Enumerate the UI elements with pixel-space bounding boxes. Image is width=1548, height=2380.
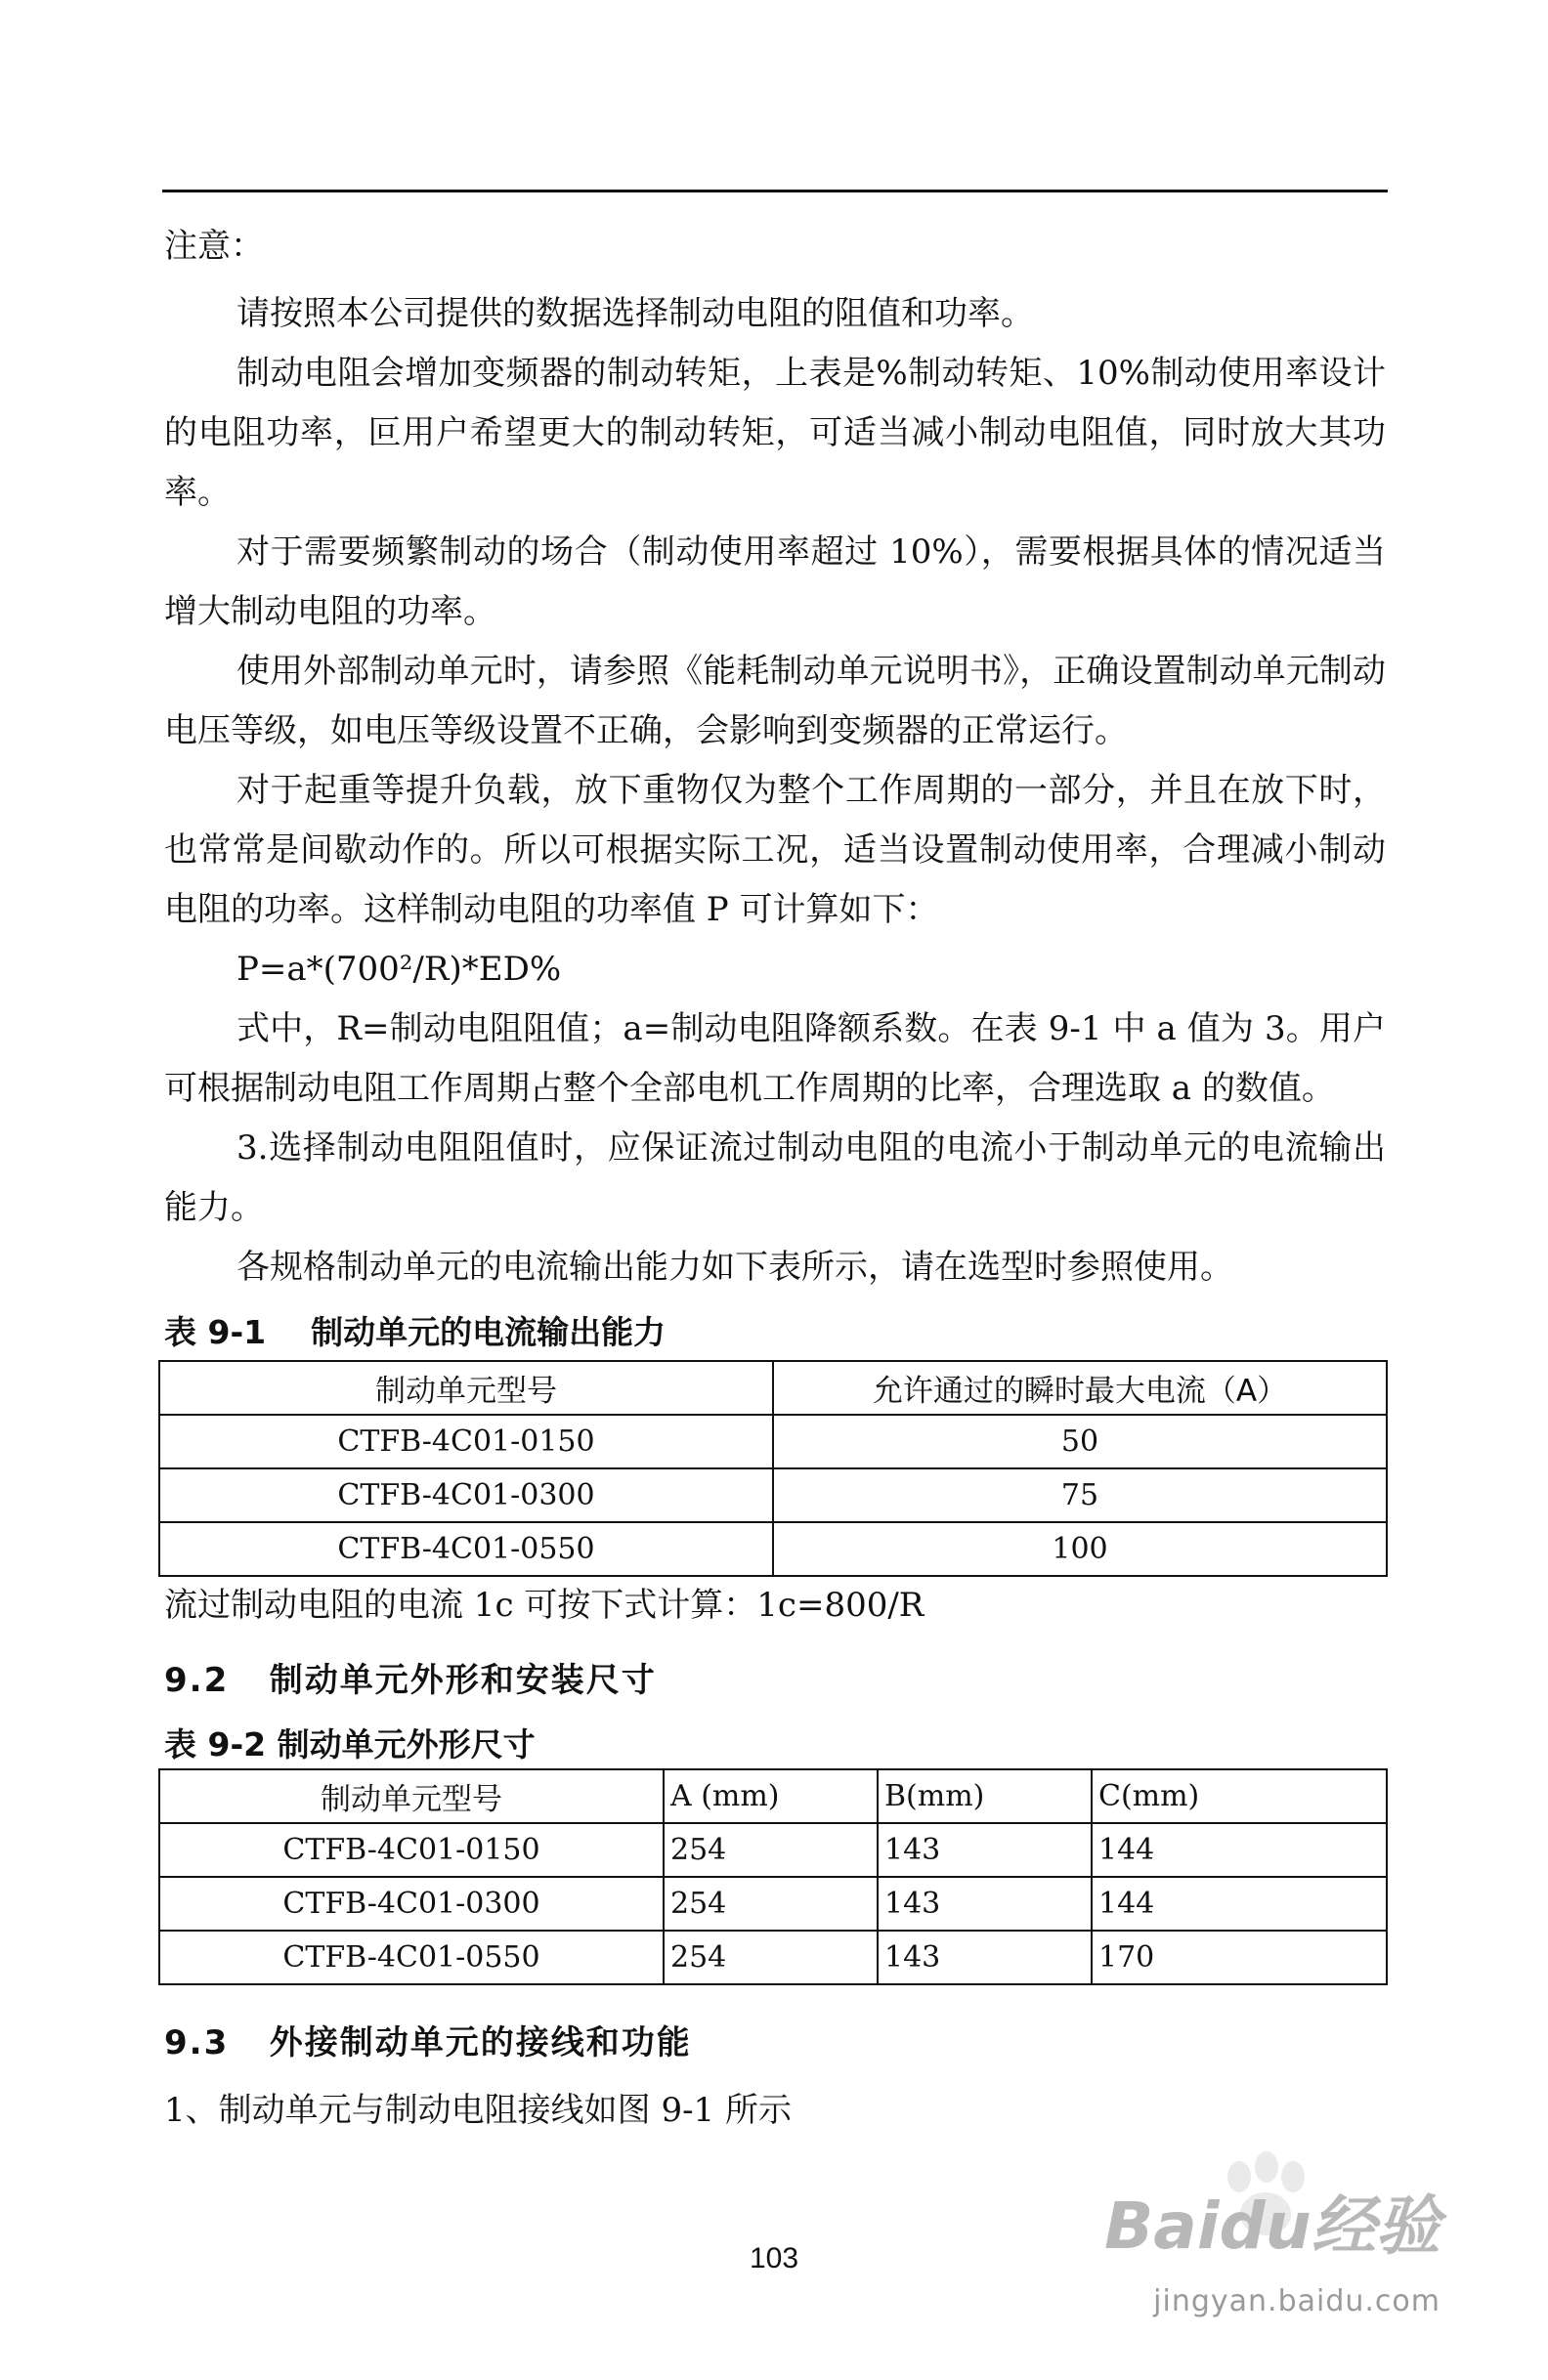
note-paragraph-5: 对于起重等提升负载，放下重物仅为整个工作周期的一部分，并且在放下时，也常常是间歇动作的。所以可根据实际工况，适当设置制动使用率，合理减小制动电阻的功率。这样制动电阻的功率值 P 可计算如下：: [164, 771, 1386, 929]
table-row: [159, 1931, 1387, 1984]
note-paragraph-1: 请按照本公司提供的数据选择制动电阻的阻值和功率。: [236, 294, 1034, 333]
page-number: 103: [749, 2242, 799, 2274]
watermark-brand: Baidu经验: [1104, 2189, 1440, 2264]
table-cell: 100: [773, 1522, 1387, 1576]
table-row: [159, 1823, 1387, 1877]
table-row: [159, 1877, 1387, 1931]
note-paragraph-4: 使用外部制动单元时，请参照《能耗制动单元说明书》，正确设置制动单元制动电压等级，如电压等级设置不正确，会影响到变频器的正常运行。: [164, 652, 1386, 750]
table-row: [159, 1522, 1387, 1576]
note-paragraph-8: 各规格制动单元的电流输出能力如下表所示，请在选型时参照使用。: [236, 1248, 1233, 1287]
table-cell: 254: [664, 1823, 878, 1877]
wiring-item-1: 1、制动单元与制动电阻接线如图 9-1 所示: [164, 2091, 792, 2130]
table2-caption: 表 9-2 制动单元外形尺寸: [164, 1725, 536, 1764]
table-cell: 254: [664, 1877, 878, 1931]
current-formula-note: 流过制动电阻的电流 1c 可按下式计算：1c=800/R: [164, 1586, 924, 1625]
table-cell: 143: [878, 1877, 1092, 1931]
table-cell: 254: [664, 1931, 878, 1984]
table-cell: CTFB-4C01-0550: [159, 1522, 773, 1576]
table-header-cell: A (mm): [664, 1769, 878, 1823]
section-9-2-heading: 9.2 制动单元外形和安装尺寸: [164, 1661, 657, 1700]
section-9-3-heading: 9.3 外接制动单元的接线和功能: [164, 2023, 692, 2062]
table-cell: 143: [878, 1823, 1092, 1877]
note-paragraph-3: 对于需要频繁制动的场合（制动使用率超过 10%），需要根据具体的情况适当增大制动电阻的功率。: [164, 532, 1386, 631]
table-header-row: [159, 1769, 1387, 1823]
header-rule: [162, 190, 1388, 192]
table-header-row: [159, 1361, 1387, 1415]
table-cell: 144: [1092, 1823, 1387, 1877]
table-header-cell: 允许通过的瞬时最大电流（A）: [773, 1361, 1387, 1415]
note-heading: 注意：: [164, 227, 264, 266]
table-header-cell: 制动单元型号: [159, 1769, 664, 1823]
table-cell: CTFB-4C01-0300: [159, 1468, 773, 1522]
current-capacity-table: [158, 1360, 1388, 1577]
note-paragraph-6: 式中，R=制动电阻阻值；a=制动电阻降额系数。在表 9-1 中 a 值为 3。用户可根据制动电阻工作周期占整个全部电机工作周期的比率，合理选取 a 的数值。: [164, 1009, 1386, 1108]
table-cell: 143: [878, 1931, 1092, 1984]
table-cell: CTFB-4C01-0300: [159, 1877, 664, 1931]
table1-caption: 表 9-1 制动单元的电流输出能力: [164, 1313, 666, 1351]
table-cell: 170: [1092, 1931, 1387, 1984]
note-paragraph-7: 3.选择制动电阻阻值时，应保证流过制动电阻的电流小于制动单元的电流输出能力。: [164, 1128, 1386, 1227]
table-cell: CTFB-4C01-0150: [159, 1823, 664, 1877]
power-formula: P=a*(700²/R)*ED%: [236, 950, 562, 989]
table-cell: 50: [773, 1415, 1387, 1468]
dimensions-table: [158, 1768, 1388, 1985]
watermark-url: jingyan.baidu.com: [1153, 2284, 1440, 2318]
table-cell: 75: [773, 1468, 1387, 1522]
table-cell: 144: [1092, 1877, 1387, 1931]
table-cell: CTFB-4C01-0550: [159, 1931, 664, 1984]
table-row: [159, 1415, 1387, 1468]
table-cell: CTFB-4C01-0150: [159, 1415, 773, 1468]
table-row: [159, 1468, 1387, 1522]
table-header-cell: B(mm): [878, 1769, 1092, 1823]
note-paragraph-2: 制动电阻会增加变频器的制动转矩，上表是%制动转矩、10%制动使用率设计的电阻功率，叵用户希望更大的制动转矩，可适当减小制动电阻值，同时放大其功率。: [164, 354, 1386, 512]
table-header-cell: 制动单元型号: [159, 1361, 773, 1415]
table-header-cell: C(mm): [1092, 1769, 1387, 1823]
